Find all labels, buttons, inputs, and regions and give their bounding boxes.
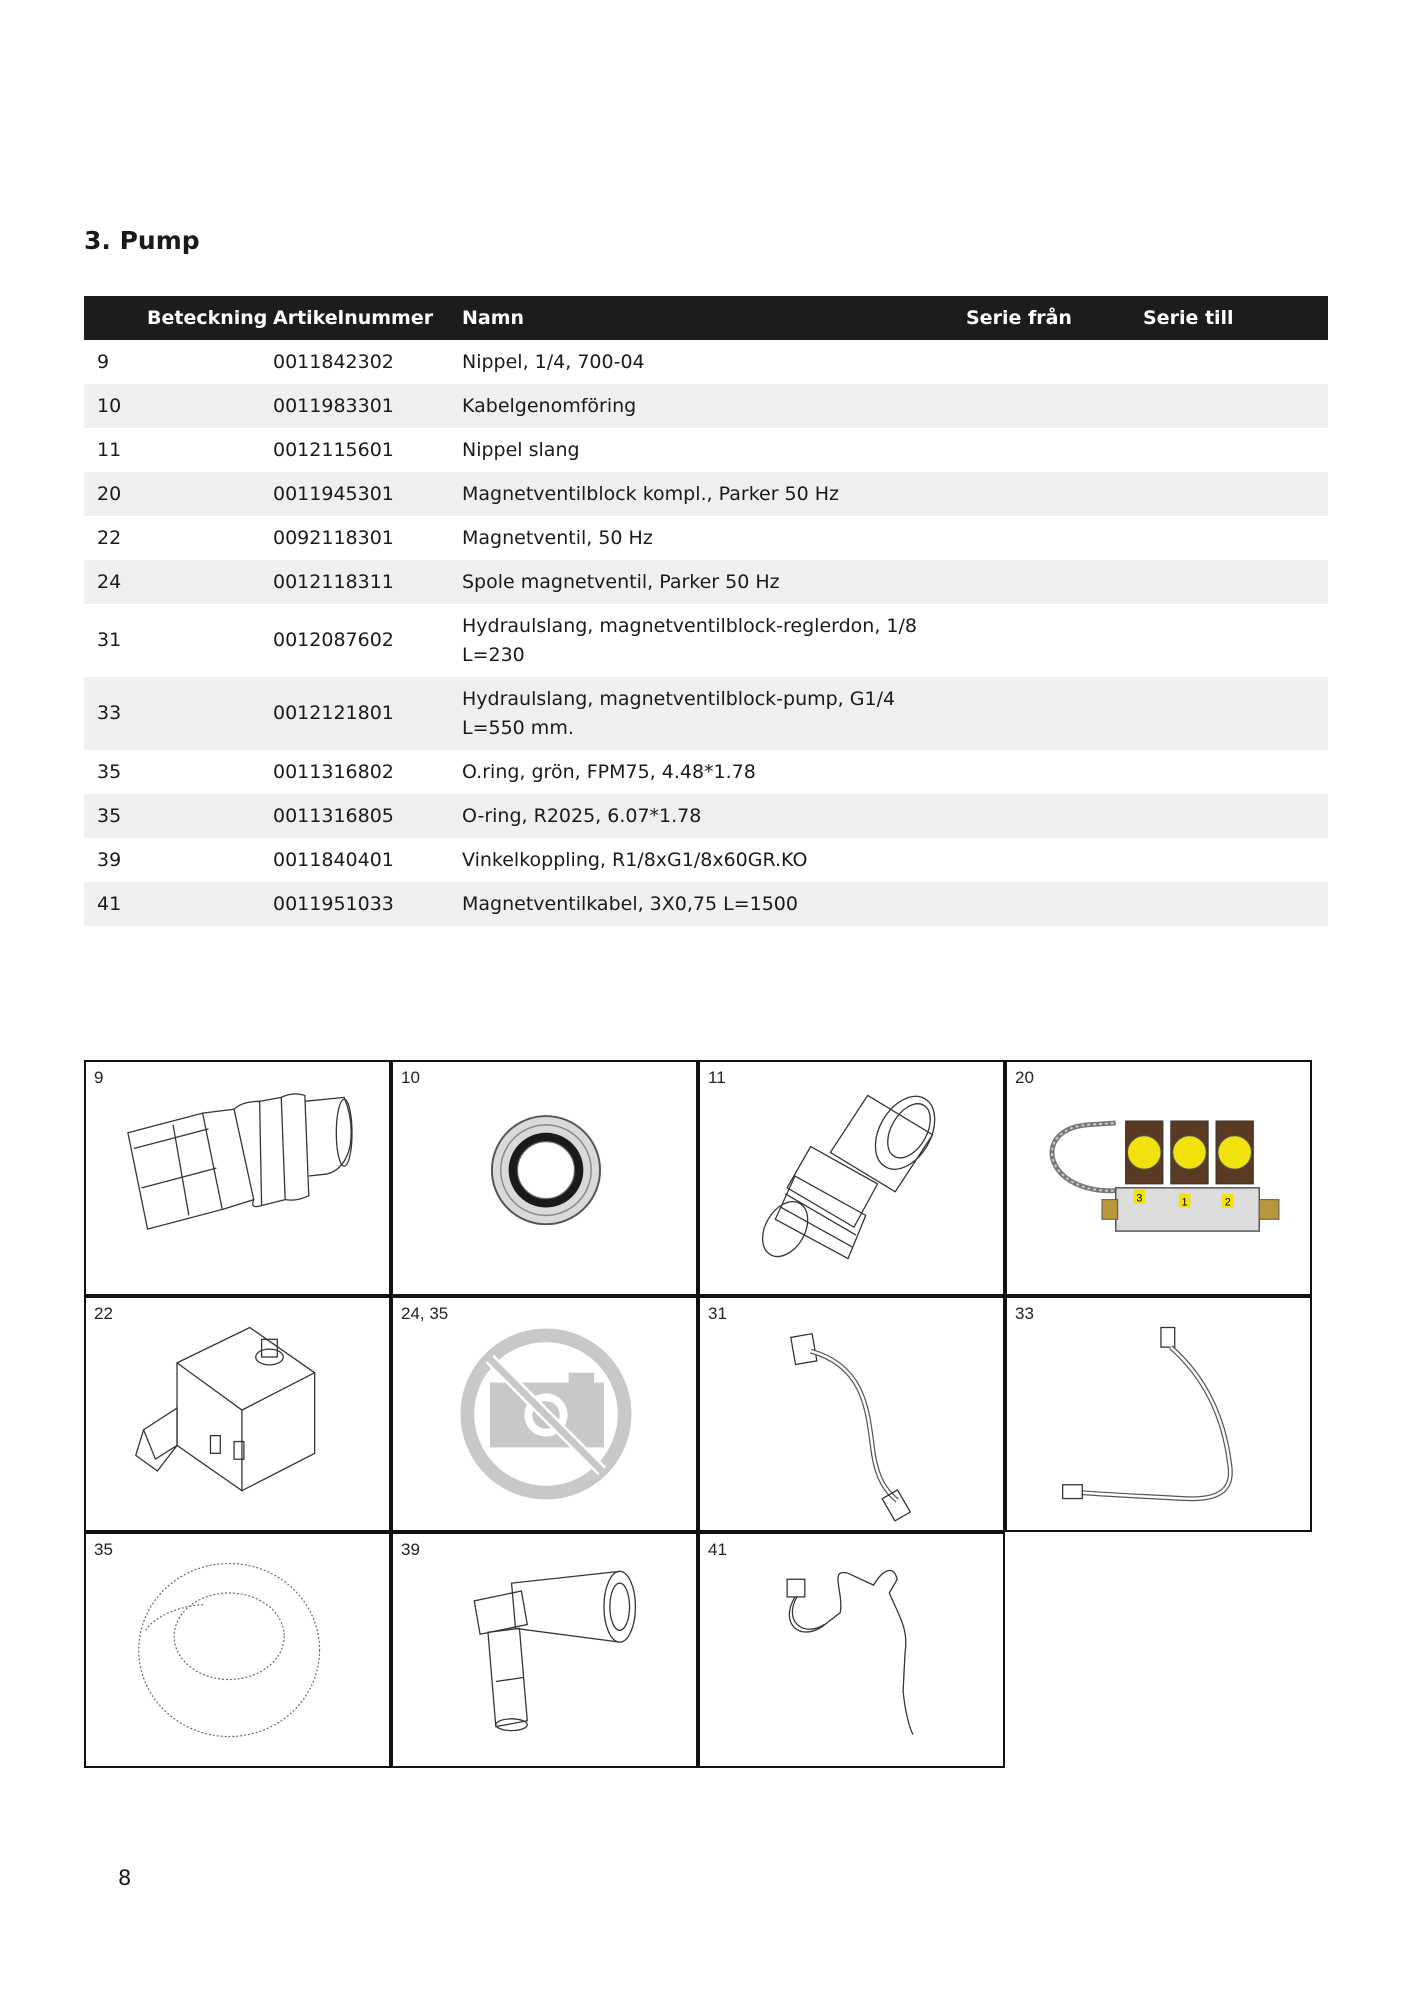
image-label: 22 — [94, 1304, 113, 1323]
cell-pos: 39 — [97, 848, 122, 871]
valve-cable-icon — [700, 1534, 1003, 1766]
cell-serie-till — [1143, 677, 1328, 750]
cell-name: O-ring, R2025, 6.07*1.78 — [462, 794, 966, 838]
cell-name: Magnetventilkabel, 3X0,75 L=1500 — [462, 882, 966, 926]
cell-serie-till — [1143, 750, 1328, 794]
hydraulic-hose-long-icon — [1007, 1298, 1310, 1530]
cell-article: 0011945301 — [273, 472, 462, 516]
page-number: 8 — [118, 1866, 132, 1890]
cell-serie-fran — [966, 604, 1143, 677]
header-serie-fran: Serie från — [966, 296, 1143, 340]
cell-serie-till — [1143, 882, 1328, 926]
image-cell-31 — [698, 1296, 1005, 1532]
table-row — [84, 428, 1328, 472]
cell-pos: 35 — [97, 760, 122, 783]
image-cell-24-35 — [391, 1296, 698, 1532]
cell-name-line2: L=230 — [462, 643, 525, 666]
solenoid-valve-icon — [86, 1298, 389, 1530]
cell-pos: 11 — [97, 438, 122, 461]
cell-name: Nippel slang — [462, 438, 580, 461]
valve-marker-2: 2 — [1224, 1196, 1231, 1209]
cell-serie-till — [1143, 340, 1328, 384]
cell-article: 0011951033 — [273, 882, 462, 926]
cell-serie-fran — [966, 560, 1143, 604]
cell-article: 0012121801 — [273, 677, 462, 750]
cell-pos: 35 — [84, 794, 273, 838]
no-image-icon — [393, 1298, 696, 1530]
cell-name-line2: L=550 mm. — [462, 716, 574, 739]
image-cell-39 — [391, 1532, 698, 1768]
table-row — [84, 677, 1328, 750]
cell-article: 0011316802 — [273, 760, 394, 783]
image-label: 35 — [94, 1540, 113, 1559]
cell-pos: 31 — [97, 629, 122, 651]
cell-serie-fran — [966, 472, 1143, 516]
image-label: 33 — [1015, 1304, 1034, 1323]
cell-name: Nippel, 1/4, 700-04 — [462, 350, 645, 373]
cell-serie-fran — [966, 794, 1143, 838]
table-row — [84, 384, 1328, 428]
cell-serie-fran — [966, 516, 1143, 560]
cell-serie-fran — [966, 340, 1143, 384]
cell-pos: 24 — [84, 560, 273, 604]
header-serie-till: Serie till — [1143, 296, 1328, 340]
hydraulic-hose-short-icon — [700, 1298, 1003, 1530]
cell-serie-fran — [966, 384, 1143, 428]
cell-serie-till — [1143, 560, 1328, 604]
cell-pos: 9 — [97, 350, 110, 373]
table-row — [84, 604, 1328, 677]
cell-pos: 10 — [84, 384, 273, 428]
cell-pos: 41 — [84, 882, 273, 926]
sealing-washer-icon — [393, 1062, 696, 1294]
table-row — [84, 838, 1328, 882]
image-label: 31 — [708, 1304, 727, 1323]
image-label: 9 — [94, 1068, 104, 1087]
cell-serie-till — [1143, 794, 1328, 838]
angle-coupling-icon — [393, 1534, 696, 1766]
image-cell-35 — [84, 1532, 391, 1768]
cell-serie-fran — [966, 428, 1143, 472]
image-cell-11 — [698, 1060, 1005, 1296]
cell-name — [462, 604, 966, 677]
parts-image-grid — [84, 1060, 1312, 1770]
hose-nipple-icon — [700, 1062, 1003, 1294]
image-cell-20 — [1005, 1060, 1312, 1296]
valve-marker-3: 3 — [1136, 1192, 1143, 1205]
image-label: 39 — [401, 1540, 420, 1559]
valve-marker-1: 1 — [1181, 1196, 1188, 1209]
cell-article: 0012118311 — [273, 560, 462, 604]
cell-serie-till — [1143, 472, 1328, 516]
header-artikelnummer: Artikelnummer — [273, 296, 462, 340]
cell-serie-till — [1143, 604, 1328, 677]
cell-name: Kabelgenomföring — [462, 384, 966, 428]
table-row — [84, 340, 1328, 384]
image-cell-10 — [391, 1060, 698, 1296]
table-row — [84, 516, 1328, 560]
cell-article: 0011983301 — [273, 384, 462, 428]
cell-article: 0012115601 — [273, 438, 394, 461]
cell-pos: 22 — [97, 526, 122, 549]
cell-article: 0092118301 — [273, 526, 394, 549]
table-row — [84, 750, 1328, 794]
parts-table — [84, 296, 1328, 926]
image-cell-9 — [84, 1060, 391, 1296]
cell-pos: 20 — [84, 472, 273, 516]
cell-pos: 33 — [84, 677, 273, 750]
cell-serie-till — [1143, 838, 1328, 882]
cell-name — [462, 677, 966, 750]
image-cell-22 — [84, 1296, 391, 1532]
cell-article: 0012087602 — [273, 629, 394, 651]
table-row — [84, 794, 1328, 838]
image-label: 24, 35 — [401, 1304, 449, 1323]
cell-article: 0011316805 — [273, 794, 462, 838]
cell-name-line1: Hydraulslang, magnetventilblock-pump, G1/4 — [462, 687, 896, 710]
cell-name: O.ring, grön, FPM75, 4.48*1.78 — [462, 760, 756, 783]
cell-name: Vinkelkoppling, R1/8xG1/8x60GR.KO — [462, 848, 808, 871]
solenoid-valve-block-icon — [1007, 1062, 1310, 1294]
cell-name: Magnetventilblock kompl., Parker 50 Hz — [462, 472, 966, 516]
cell-serie-till — [1143, 428, 1328, 472]
cell-name: Spole magnetventil, Parker 50 Hz — [462, 560, 966, 604]
image-cell-41 — [698, 1532, 1005, 1768]
cell-serie-fran — [966, 838, 1143, 882]
section-title: 3. Pump — [84, 226, 200, 255]
image-label: 41 — [708, 1540, 727, 1559]
image-label: 11 — [708, 1068, 726, 1087]
image-cell-33 — [1005, 1296, 1312, 1532]
table-row — [84, 560, 1328, 604]
cell-name-line1: Hydraulslang, magnetventilblock-reglerdon, 1/8 — [462, 614, 917, 637]
nipple-icon — [86, 1062, 389, 1294]
cell-serie-fran — [966, 750, 1143, 794]
table-header-row — [84, 296, 1328, 340]
header-namn: Namn — [462, 296, 966, 340]
cell-serie-fran — [966, 677, 1143, 750]
cell-article: 0011840401 — [273, 848, 394, 871]
table-row — [84, 882, 1328, 926]
cell-serie-fran — [966, 882, 1143, 926]
cell-serie-till — [1143, 516, 1328, 560]
o-ring-icon — [86, 1534, 389, 1766]
cell-article: 0011842302 — [273, 350, 394, 373]
image-label: 10 — [401, 1068, 420, 1087]
cell-serie-till — [1143, 384, 1328, 428]
table-row — [84, 472, 1328, 516]
cell-name: Magnetventil, 50 Hz — [462, 526, 653, 549]
header-beteckning: Beteckning — [84, 296, 273, 340]
image-label: 20 — [1015, 1068, 1034, 1087]
